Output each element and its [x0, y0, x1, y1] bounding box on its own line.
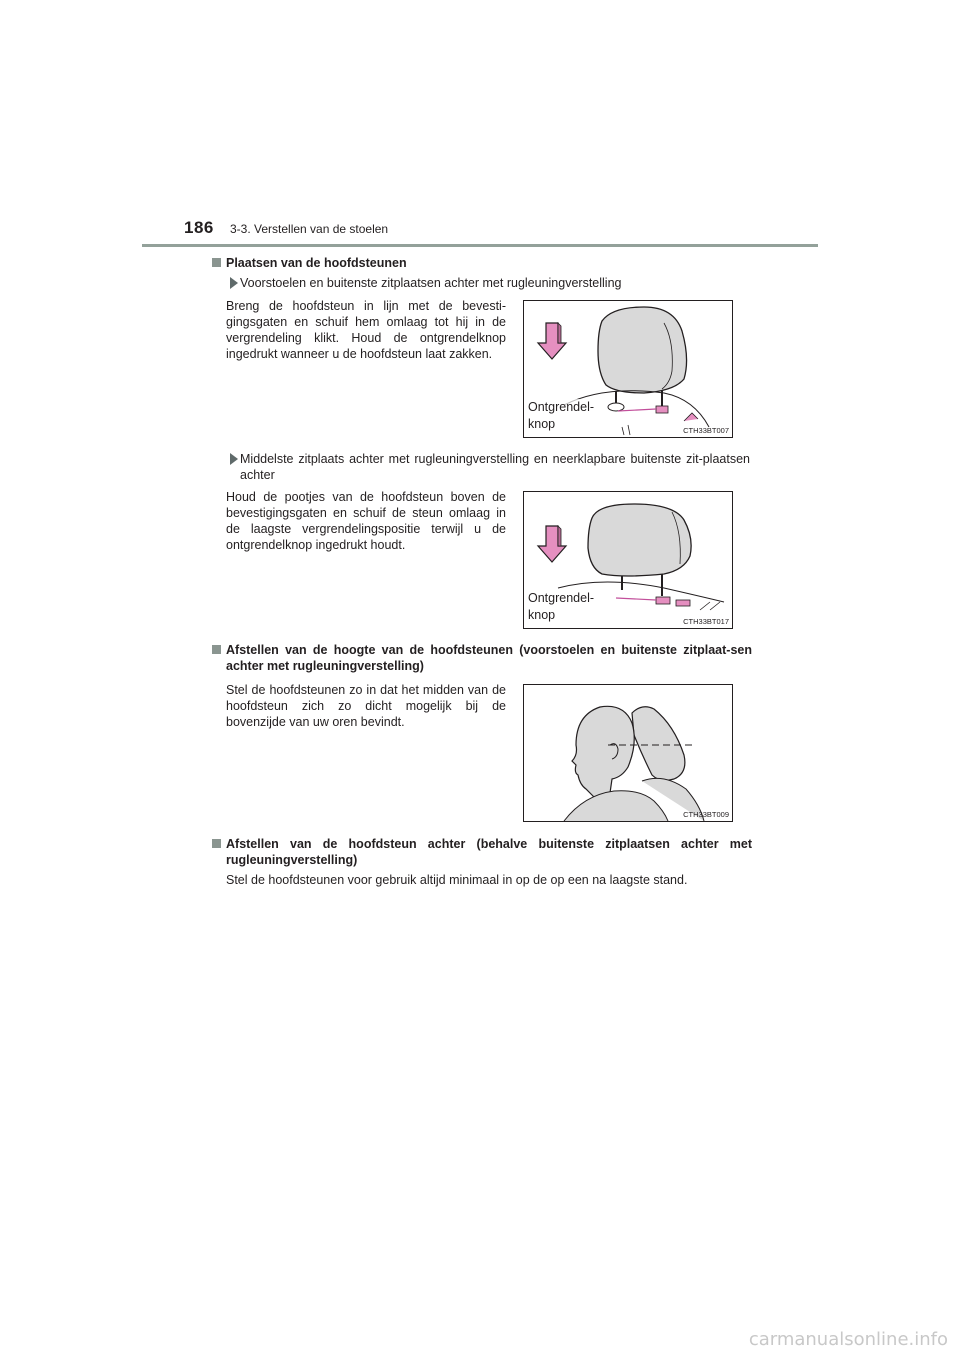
para-height: Stel de hoofdsteunen zo in dat het midden van de hoofdsteun zich zo dicht mogelijk bij de bovenzijde van uw oren bevindt. — [226, 683, 506, 729]
square-bullet-icon — [212, 258, 221, 267]
heading-height — [212, 642, 752, 674]
page-number: 186 — [184, 218, 214, 237]
triangle-bullet-icon — [230, 453, 238, 465]
watermark[interactable]: carmanualsonline.info — [748, 1329, 948, 1350]
heading-rear-text: Afstellen van de hoofdsteun achter (behalve buitenste zitplaatsen achter met rugleuningverstelling) — [226, 837, 752, 867]
figure-head-position — [523, 684, 733, 822]
figure-headrest-1 — [523, 300, 733, 438]
fig1-code: CTH33BT007 — [683, 426, 729, 435]
heading-placing — [212, 255, 752, 271]
para-placing-2: Houd de pootjes van de hoofdsteun boven de bevestigingsgaten en schuif de steun omlaag in de laagste vergrendelingspositie terwijl u de ontgrendelknop ingedrukt houdt. — [226, 490, 506, 552]
bullet-front-seats-text: Voorstoelen en buitenste zitplaatsen achter met rugleuningverstelling — [240, 276, 622, 290]
down-arrow-icon — [538, 323, 566, 359]
heading-height-text: Afstellen van de hoogte van de hoofdsteunen (voorstoelen en buitenste zitplaat-sen achter met rugleuningverstelling) — [226, 643, 752, 673]
bullet-middle-seat-text: Middelste zitplaats achter met rugleuningverstelling en neerklapbare buitenste zit-plaatsen achter — [240, 452, 750, 482]
heading-placing-text: Plaatsen van de hoofdsteunen — [226, 256, 407, 270]
square-bullet-icon — [212, 839, 221, 848]
fig2-code: CTH33BT017 — [683, 617, 729, 626]
para-placing-1: Breng de hoofdsteun in lijn met de bevesti-gingsgaten en schuif hem omlaag tot hij in de vergrendeling klikt. Houd de ontgrendelknop ingedrukt wanneer u de hoofdsteun laat zakken. — [226, 299, 506, 361]
triangle-bullet-icon — [230, 277, 238, 289]
head-position-illustration — [524, 685, 732, 821]
bullet-middle-seat — [230, 451, 750, 483]
figure-headrest-2 — [523, 491, 733, 629]
para-rear: Stel de hoofdsteunen voor gebruik altijd minimaal in op de op een na laagste stand. — [226, 873, 688, 887]
section-title: 3-3. Verstellen van de stoelen — [230, 222, 389, 236]
fig2-label-line2: knop — [528, 608, 556, 622]
fig2-label-line1: Ontgrendel- — [528, 591, 595, 605]
square-bullet-icon — [212, 645, 221, 654]
heading-rear — [212, 836, 752, 868]
fig1-label-line2: knop — [528, 417, 556, 431]
header-rule — [142, 244, 818, 247]
fig3-code: CTH33BT009 — [683, 810, 729, 819]
fig1-label-line1: Ontgrendel- — [528, 400, 595, 414]
down-arrow-icon — [538, 526, 566, 562]
bullet-front-seats — [230, 275, 750, 291]
